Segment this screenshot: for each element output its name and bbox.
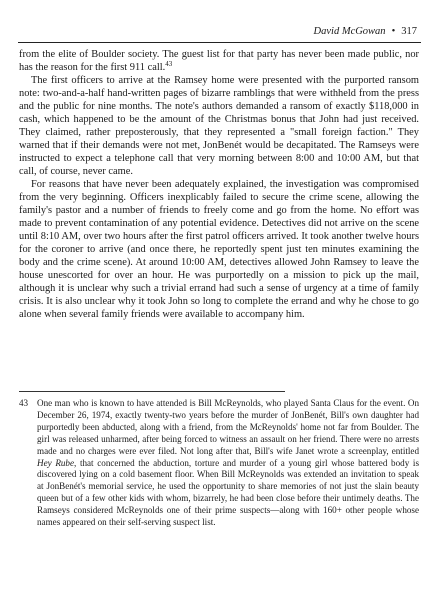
footnote-rule bbox=[19, 391, 285, 392]
running-header-separator: • bbox=[391, 26, 396, 37]
footnote-text-part-2: , that concerned the abduction, torture and murder of a young girl whose battered body is discovered lying on a cold basement floor. When Bill McReynolds was extended an invitation to speak at JonBenét's memorial service, he used the opportunity to share memories of not just the slain beauty queen but of a few other kids with whom, bizarrely, he had been close before their untimely deaths. The Ramseys considered McReynolds one of their prime suspects—along with 160+ other people whose names appeared on their self-serving suspect list. bbox=[37, 457, 419, 528]
paragraph-1-text: from the elite of Boulder society. The guest list for that party has never been made public, nor has the reason for the first 911 call. bbox=[19, 49, 419, 73]
footnote-43 bbox=[19, 398, 419, 529]
paragraph-1 bbox=[19, 48, 419, 74]
header-rule bbox=[18, 42, 421, 43]
footnote-reference-43: 43 bbox=[165, 60, 173, 68]
running-header-author: David McGowan bbox=[313, 26, 386, 37]
footnote-number: 43 bbox=[19, 398, 29, 408]
paragraph-2: The first officers to arrive at the Ramsey home were presented with the purported ransom note: two-and-a-half hand-written pages of bizarre ramblings that were withheld from the press and the public for nine months. The note's authors demanded a ransom of exactly $118,000 in cash, which happened to be the amount of the Christmas bonus that John had just received. They claimed, rather preposterously, that they represented a "small foreign faction." They warned that if their demands were not met, JonBenét would be decapitated. The Ramseys were instructed to expect a telephone call that very morning between 8:00 and 10:00 AM, but that call, of course, never came. bbox=[19, 75, 419, 177]
footnote-text-part-1: One man who is known to have attended is Bill McReynolds, who played Santa Claus for the event. On December 26, 1974, exactly twenty-two years before the murder of JonBenét, Bill's own daughter had purportedly been abducted, along with a friend, from the McReynolds' home not far from Boulder. The girl was released unharmed, after being forced to witness an assault on her friend. There were no arrests made and no charges were ever filed. Not long after that, Bill's wife Janet wrote a screenplay, entitled bbox=[37, 398, 419, 456]
body-text bbox=[19, 48, 419, 321]
paragraph-3: For reasons that have never been adequately explained, the investigation was compromised from the very beginning. Officers inexplicably failed to secure the crime scene, allowing the family's pastor and a number of friends to freely come and go from the home. No effort was made to prevent contamination of any potential evidence. Detectives did not arrive on the scene until 8:10 AM, over two hours after the first patrol officers arrived. It took another twelve hours for the coroner to arrive (and once there, he reportedly spent just ten minutes examining the body and the crime scene). At around 10:00 AM, detectives allowed John Ramsey to leave the house unescorted for over an hour. He was purportedly on a mission to pick up the mail, although it is unclear why such a trivial errand had such a sense of urgency at a time of family crisis. It is also unclear why it took John so long to complete the errand and why he chose to go alone when several family friends were available to accompany him. bbox=[19, 179, 419, 320]
running-header bbox=[177, 25, 417, 38]
page-number: 317 bbox=[401, 26, 417, 37]
screenplay-title: Hey Rube bbox=[37, 457, 74, 468]
footnote-text bbox=[37, 398, 419, 529]
